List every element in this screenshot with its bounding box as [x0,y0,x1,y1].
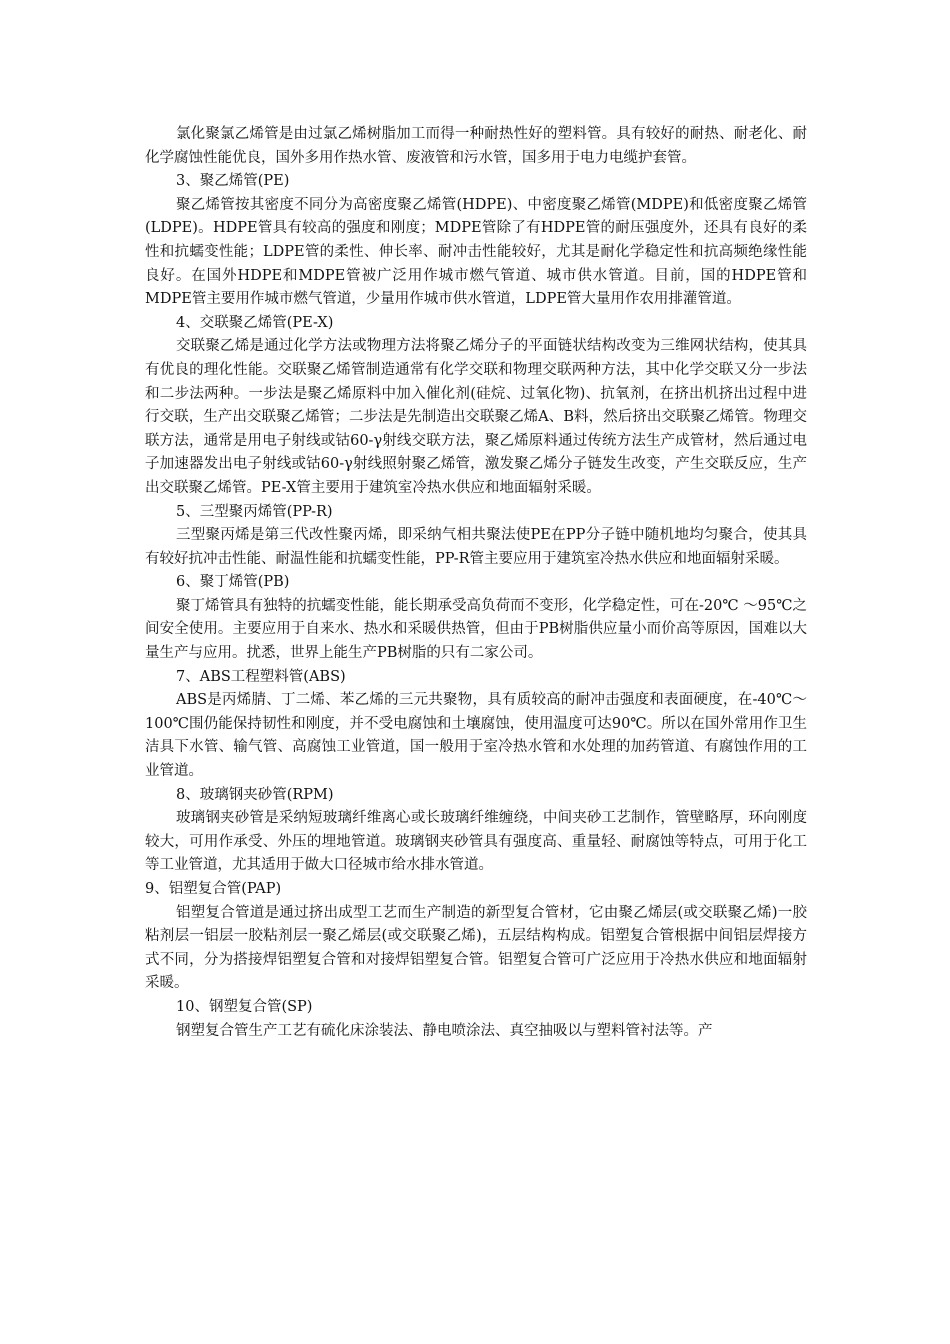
heading-pe: 3、聚乙烯管(PE) [176,173,290,190]
heading-abs: 7、ABS工程塑料管(ABS) [176,668,346,685]
heading-pb: 6、聚丁烯管(PB) [176,574,290,591]
paragraph-sp: 钢塑复合管生产工艺有硫化床涂装法、静电喷涂法、真空抽吸以与塑料管衬法等。产 [176,1022,713,1039]
heading-sp: 10、钢塑复合管(SP) [176,998,313,1015]
heading-pex: 4、交联聚乙烯管(PE-X) [176,314,334,331]
heading-ppr: 5、三型聚丙烯管(PP-R) [176,503,333,520]
paragraph-rpm: 玻璃钢夹砂管是采纳短玻璃纤维离心或长玻璃纤维缠绕，中间夹砂工艺制作，管壁略厚，环向刚度较大，可用作承受、外压的埋地管道。玻璃钢夹砂管具有强度高、重量轻、耐腐蚀等特点，可用于化工等工业管道，尤其适用于做大口径城市给水排水管道。 [145,810,807,874]
paragraph-pex: 交联聚乙烯是通过化学方法或物理方法将聚乙烯分子的平面链状结构改变为三维网状结构，使其具有优良的理化性能。交联聚乙烯管制造通常有化学交联和物理交联两种方法，其中化学交联又分一步法和二步法两种。一步法是聚乙烯原料中加入催化剂(硅烷、过氧化物)、抗氧剂，在挤出机挤出过程中进行交联，生产出交联聚乙烯管；二步法是先制造出交联聚乙烯A、B料，然后挤出交联聚乙烯管。物理交联方法，通常是用电子射线或钴60-γ射线交联方法，聚乙烯原料通过传统方法生产成管材，然后通过电子加速器发出电子射线或钴60-γ射线照射聚乙烯管，激发聚乙烯分子链发生改变，产生交联反应，生产出交联聚乙烯管。PE-X管主要用于建筑室冷热水供应和地面辐射采暖。 [145,338,807,496]
paragraph-ppr: 三型聚丙烯是第三代改性聚丙烯，即采纳气相共聚法使PE在PP分子链中随机地均匀聚合，使其具有较好抗冲击性能、耐温性能和抗蠕变性能，PP-R管主要应用于建筑室冷热水供应和地面辐射采暖。 [145,527,807,567]
paragraph-cpvc: 氯化聚氯乙烯管是由过氯乙烯树脂加工而得一种耐热性好的塑料管。具有较好的耐热、耐老化、耐化学腐蚀性能优良，国外多用作热水管、废液管和污水管，国多用于电力电缆护套管。 [145,126,807,166]
paragraph-pb: 聚丁烯管具有独特的抗蠕变性能，能长期承受高负荷而不变形，化学稳定性，可在-20℃ ～95℃之间安全使用。主要应用于自来水、热水和采暖供热管，但由于PB树脂供应量小而价高等原因，国难以大量生产与应用。扰悉，世界上能生产PB树脂的只有二家公司。 [145,597,807,662]
paragraph-pe: 聚乙烯管按其密度不同分为高密度聚乙烯管(HDPE)、中密度聚乙烯管(MDPE)和低密度聚乙烯管(LDPE)。HDPE管具有较高的强度和刚度；MDPE管除了有HDPE管的耐压强度外，还具有良好的柔性和抗蠕变性能；LDPE管的柔性、伸长率、耐冲击性能较好，尤其是耐化学稳定性和抗高频绝缘性能良好。在国外HDPE和MDPE管被广泛用作城市燃气管道、城市供水管道。目前，国的HDPE管和MDPE管主要用作城市燃气管道，少量用作城市供水管道，LDPE管大量用作农用排灌管道。 [145,196,807,308]
paragraph-pap: 铝塑复合管道是通过挤出成型工艺而生产制造的新型复合管材，它由聚乙烯层(或交联聚乙烯)一胶粘剂层一铝层一胶粘剂层一聚乙烯层(或交联聚乙烯)，五层结构构成。铝塑复合管根据中间铝层焊接方式不同，分为搭接焊铝塑复合管和对接焊铝塑复合管。铝塑复合管可广泛应用于冷热水供应和地面辐射采暖。 [145,904,807,992]
document-body [145,123,807,1043]
heading-pap: 9、铝塑复合管(PAP) [145,881,282,897]
paragraph-abs: ABS是丙烯腈、丁二烯、苯乙烯的三元共聚物，具有质较高的耐冲击强度和表面硬度，在-40℃～100℃围仍能保持韧性和刚度，并不受电腐蚀和土壤腐蚀，使用温度可达90℃。所以在国外常用作卫生洁具下水管、输气管、高腐蚀工业管道，国一般用于室冷热水管和水处理的加药管道、有腐蚀作用的工业管道。 [145,692,807,780]
heading-rpm: 8、玻璃钢夹砂管(RPM) [176,786,334,803]
